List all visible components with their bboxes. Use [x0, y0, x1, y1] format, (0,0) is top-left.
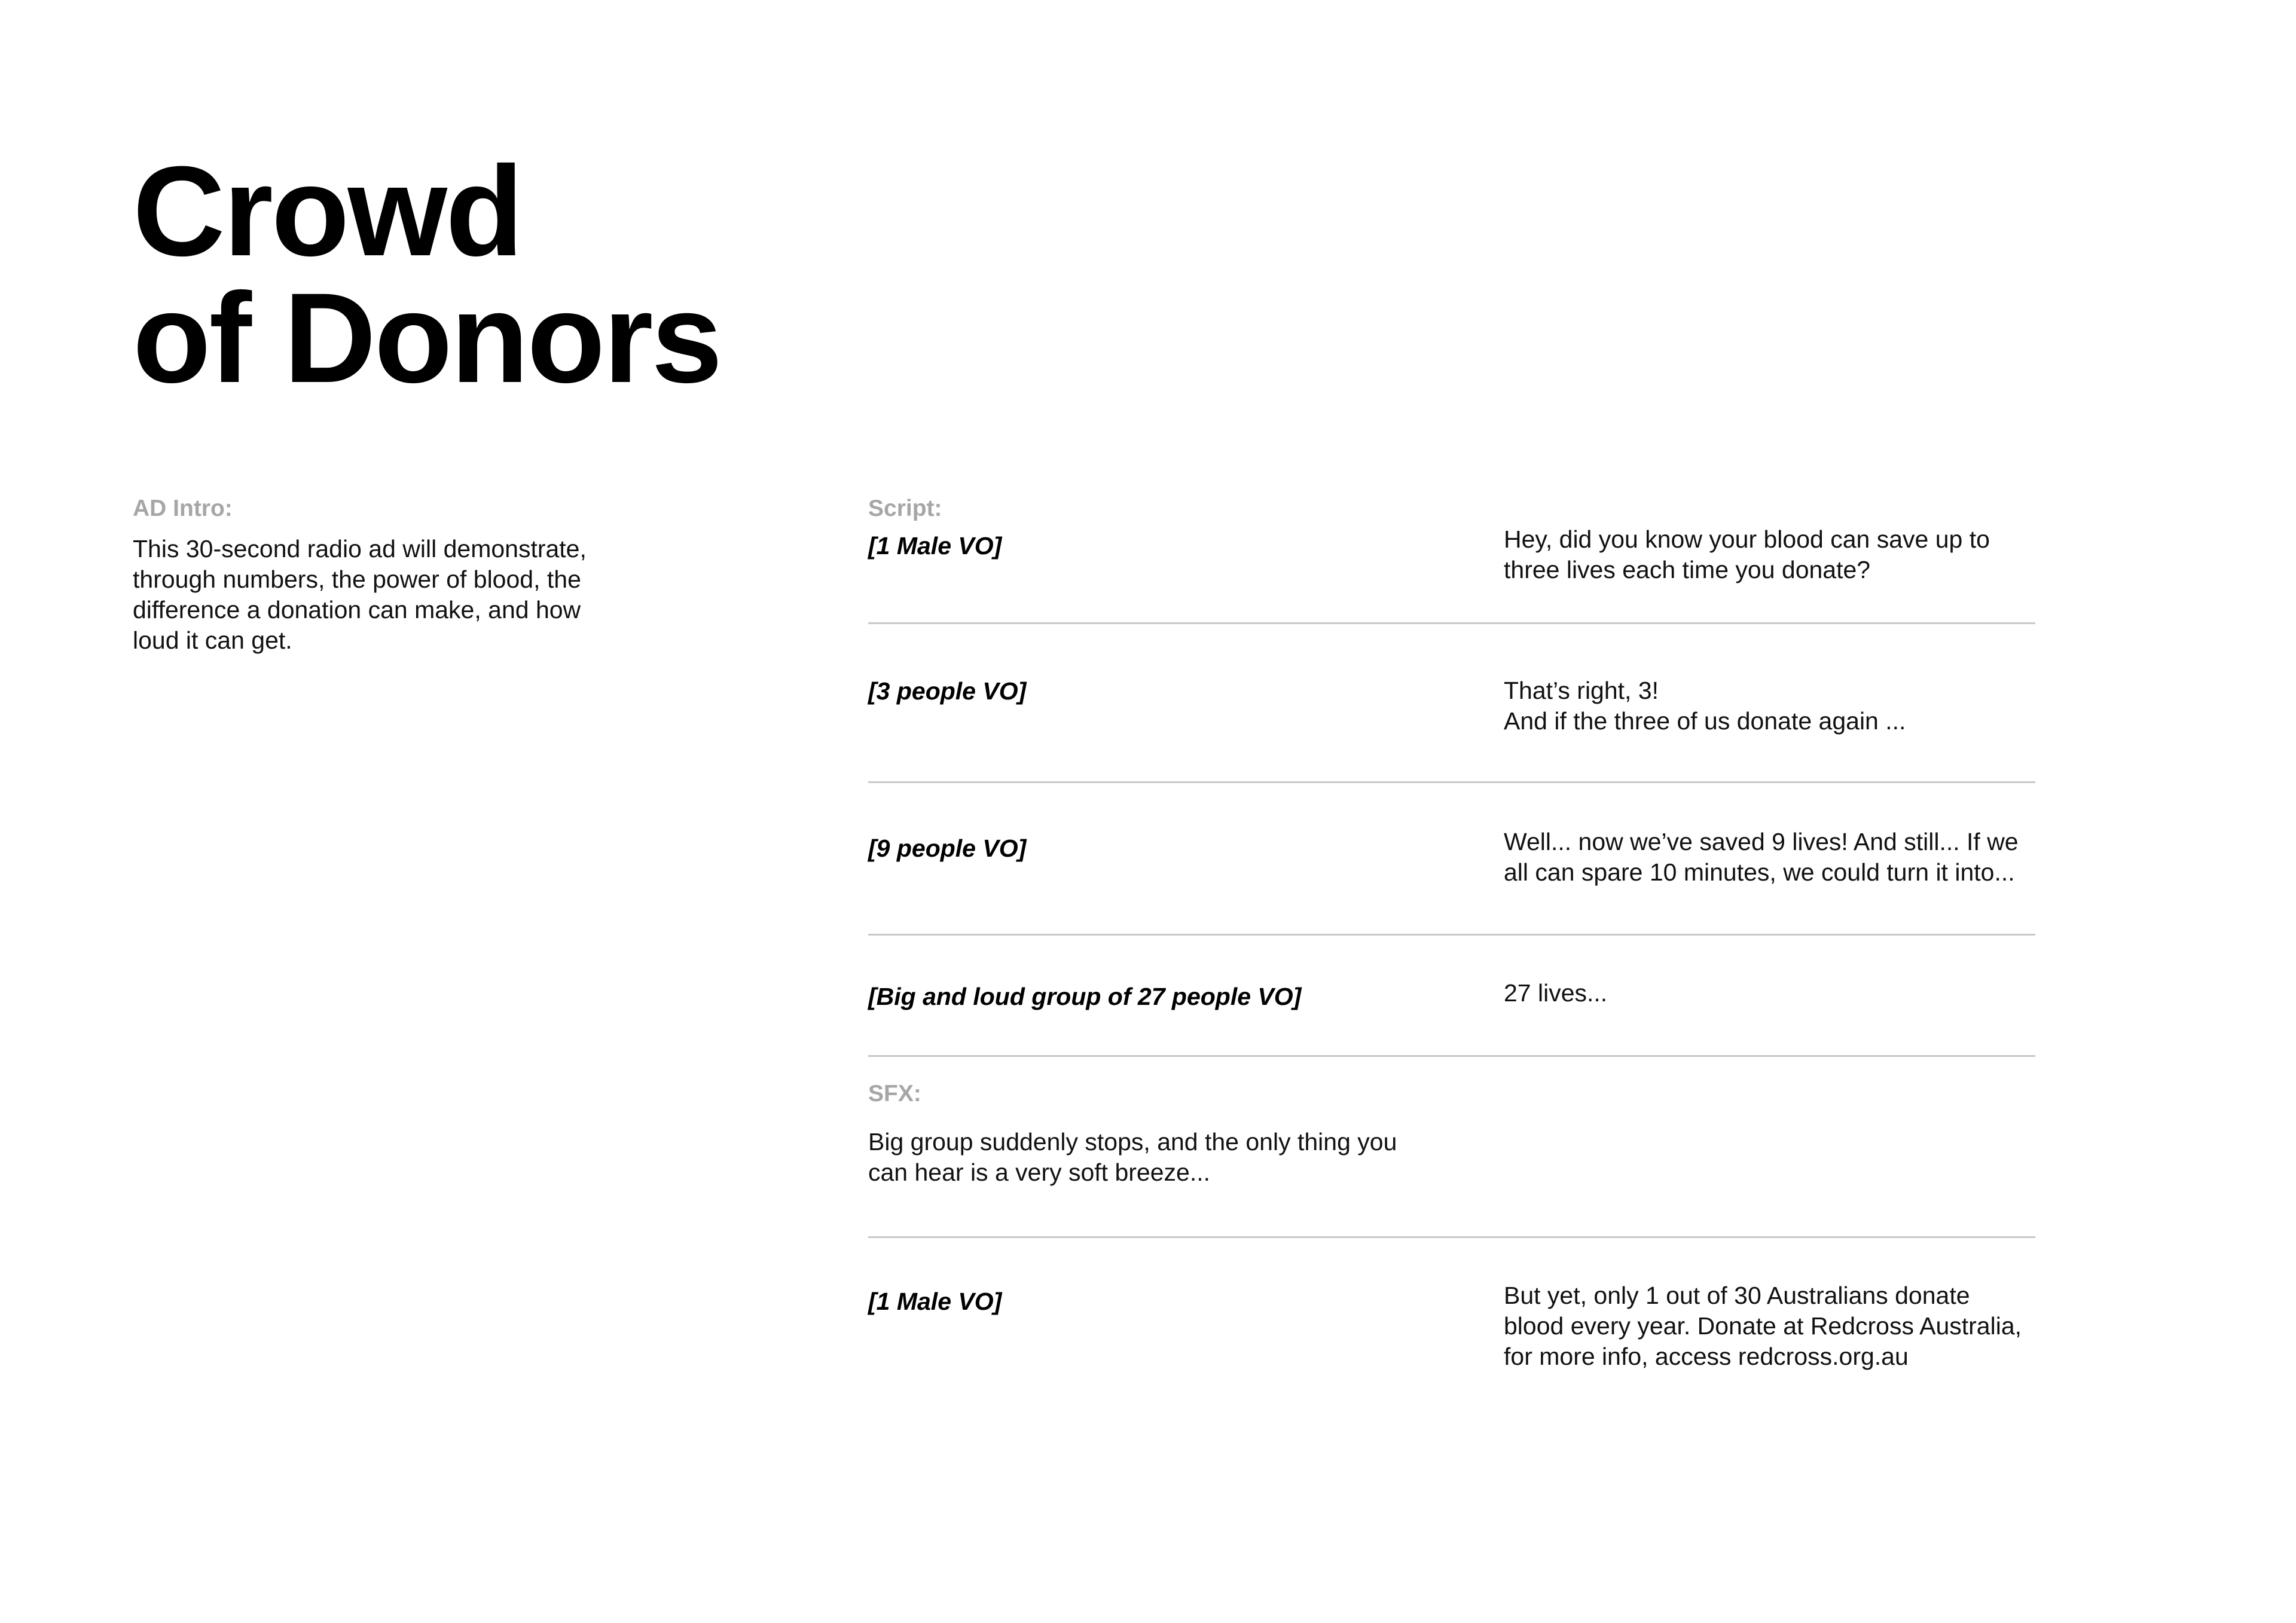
script-line-text: all can spare 10 minutes, we could turn it into...	[1504, 858, 2015, 886]
speaker-label: [1 Male VO]	[868, 1288, 1002, 1315]
script-line-text: Well... now we’ve saved 9 lives! And still... If we	[1504, 828, 2019, 855]
title-line-2: of Donors	[133, 267, 721, 409]
script-line-text: That’s right, 3!	[1504, 677, 1659, 704]
script-line-text: for more info, access redcross.org.au	[1504, 1343, 1909, 1370]
script-line-text: three lives each time you donate?	[1504, 556, 1871, 583]
script-line	[1504, 1280, 2060, 1372]
script-line-text: 27 lives...	[1504, 979, 1608, 1007]
script-line-text: And if the three of us donate again ...	[1504, 707, 1906, 735]
speaker-label: [1 Male VO]	[868, 532, 1002, 560]
row-divider	[868, 622, 2035, 624]
row-divider	[868, 1236, 2035, 1238]
speaker-label: [9 people VO]	[868, 835, 1027, 862]
script-line	[1504, 524, 2060, 585]
script-line	[1504, 978, 2060, 1008]
script-line-text: blood every year. Donate at Redcross Australia,	[1504, 1312, 2022, 1340]
row-divider	[868, 1055, 2035, 1057]
row-divider	[868, 934, 2035, 936]
script-line	[1504, 676, 2060, 736]
row-divider	[868, 781, 2035, 783]
intro-text: This 30-second radio ad will demonstrate, through numbers, the power of blood, the difference a donation can make, and how loud it can get.	[133, 535, 587, 654]
sfx-label: SFX:	[868, 1081, 921, 1107]
sfx-text: Big group suddenly stops, and the only thing you can hear is a very soft breeze...	[868, 1128, 1397, 1186]
script-label: Script:	[868, 496, 942, 521]
script-line	[1504, 827, 2060, 888]
script-line-text: Hey, did you know your blood can save up to	[1504, 525, 1990, 553]
script-line-text: But yet, only 1 out of 30 Australians donate	[1504, 1282, 1970, 1309]
speaker-label: [3 people VO]	[868, 677, 1027, 705]
document-title	[133, 140, 721, 409]
intro-label: AD Intro:	[133, 496, 233, 521]
title-line-1: Crowd	[133, 140, 522, 283]
speaker-label: [Big and loud group of 27 people VO]	[868, 983, 1302, 1010]
